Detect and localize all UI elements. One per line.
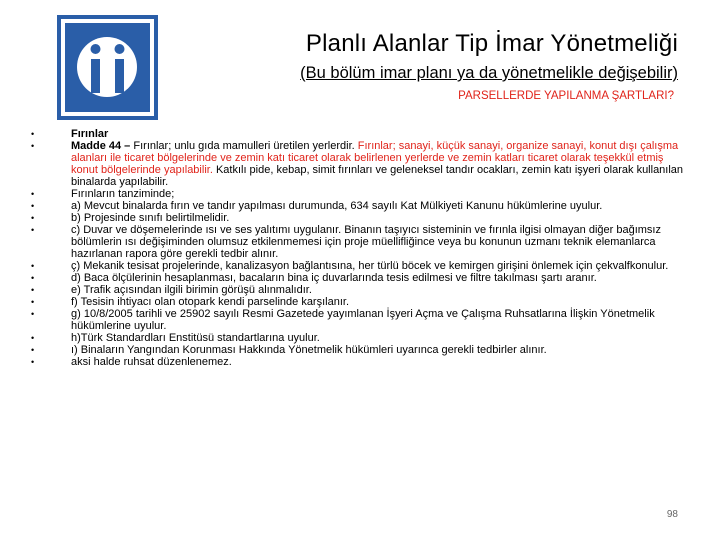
list-item: [30, 224, 692, 260]
list-item: [30, 344, 692, 356]
list-item: [30, 212, 692, 224]
article-highlight: Fırınlar; sanayi, küçük sanayi, organize sanayi, konut dışı çalışma alanları ile ticaret bölgelerinde ve zemin katı ticaret olarak belirlenen yerlerde ve zemin katları ticaret olarak teşekkül etmiş konut bölgelerinde yapılabilir.: [71, 140, 679, 176]
bullet: •: [31, 225, 35, 235]
bullet: •: [31, 213, 35, 223]
bullet: •: [31, 201, 35, 211]
list-item: [30, 200, 692, 212]
item-text: c) Duvar ve döşemelerinde ısı ve ses yalıtımı uygulanır. Binanın taşıyıcı sisteminin ve fırınla ilgisi olmayan diğer bağımsız bölümlerin ısı değişiminden olumsuz etkilenmemesi için proje müellifliğince veya bu konunun uzmanı teknik elemanlarca hazırlanan rapora göre gerekli tedbir alınır.: [71, 224, 661, 260]
list-item: [30, 332, 692, 344]
list-item: [30, 284, 692, 296]
bullet: •: [31, 189, 35, 199]
list-item: [30, 308, 692, 332]
list-item: [30, 128, 692, 140]
institution-logo: [57, 15, 158, 120]
bullet: •: [31, 141, 35, 151]
regulation-content: [30, 128, 692, 368]
section-heading: PARSELLERDE YAPILANMA ŞARTLARI?: [458, 90, 674, 102]
item-text: a) Mevcut binalarda fırın ve tandır yapılması durumunda, 634 sayılı Kat Mülkiyeti Kanunu hükümlerine uyulur.: [71, 200, 603, 212]
bullet: •: [31, 297, 35, 307]
article-text: [71, 140, 692, 188]
list-item: [30, 356, 692, 368]
item-text: h)Türk Standardları Enstitüsü standartlarına uyulur.: [71, 332, 320, 344]
item-text: d) Baca ölçülerinin hesaplanması, bacaların bina iç duvarlarında tesis edilmesi ve filtre takılması şartı aranır.: [71, 272, 597, 284]
article-tail: Katkılı pide, kebap, simit fırınları ve geleneksel tandır ocakları, zemin katı işyeri olarak kullanılan binalarda yapılabilir.: [71, 164, 684, 188]
list-item: [30, 188, 692, 200]
list-item: [30, 272, 692, 284]
item-text: aksi halde ruhsat düzenlenemez.: [71, 356, 232, 368]
list-item: [30, 296, 692, 308]
item-text: g) 10/8/2005 tarihli ve 25902 sayılı Resmi Gazetede yayımlanan İşyeri Açma ve Çalışma Ruhsatlarına İlişkin Yönetmelik hükümlerine uyulur.: [71, 308, 655, 332]
item-heading: Fırınlar: [71, 128, 109, 140]
item-text: ı) Binaların Yangından Korunması Hakkında Yönetmelik hükümleri uyarınca gerekli tedbirler alınır.: [71, 344, 547, 356]
item-text: ç) Mekanik tesisat projelerinde, kanalizasyon bağlantısına, her türlü böcek ve kemirgen girişini önlemek için çekvalfkonulur.: [71, 260, 669, 272]
item-text: b) Projesinde sınıfı belirtilmelidir.: [71, 212, 230, 224]
bullet: •: [31, 273, 35, 283]
item-text: f) Tesisin ihtiyacı olan otopark kendi parselinde karşılanır.: [71, 296, 349, 308]
bullet: •: [31, 261, 35, 271]
bullet: •: [31, 357, 35, 367]
list-item: [30, 140, 692, 188]
list-item: [30, 260, 692, 272]
article-number: Madde 44 –: [71, 140, 131, 152]
page-title: Planlı Alanlar Tip İmar Yönetmeliği: [305, 30, 678, 57]
bullet: •: [31, 333, 35, 343]
bullet: •: [31, 129, 35, 139]
item-text: Fırınların tanziminde;: [71, 188, 175, 200]
page-subtitle: (Bu bölüm imar planı ya da yönetmelikle değişebilir): [300, 64, 678, 82]
bullet: •: [31, 285, 35, 295]
item-text: e) Trafik açısından ilgili birimin görüşü alınmalıdır.: [71, 284, 312, 296]
page-number: 98: [666, 509, 678, 520]
bullet: •: [31, 309, 35, 319]
bullet: •: [31, 345, 35, 355]
article-definition: Fırınlar; unlu gıda mamulleri üretilen yerlerdir.: [133, 140, 355, 152]
